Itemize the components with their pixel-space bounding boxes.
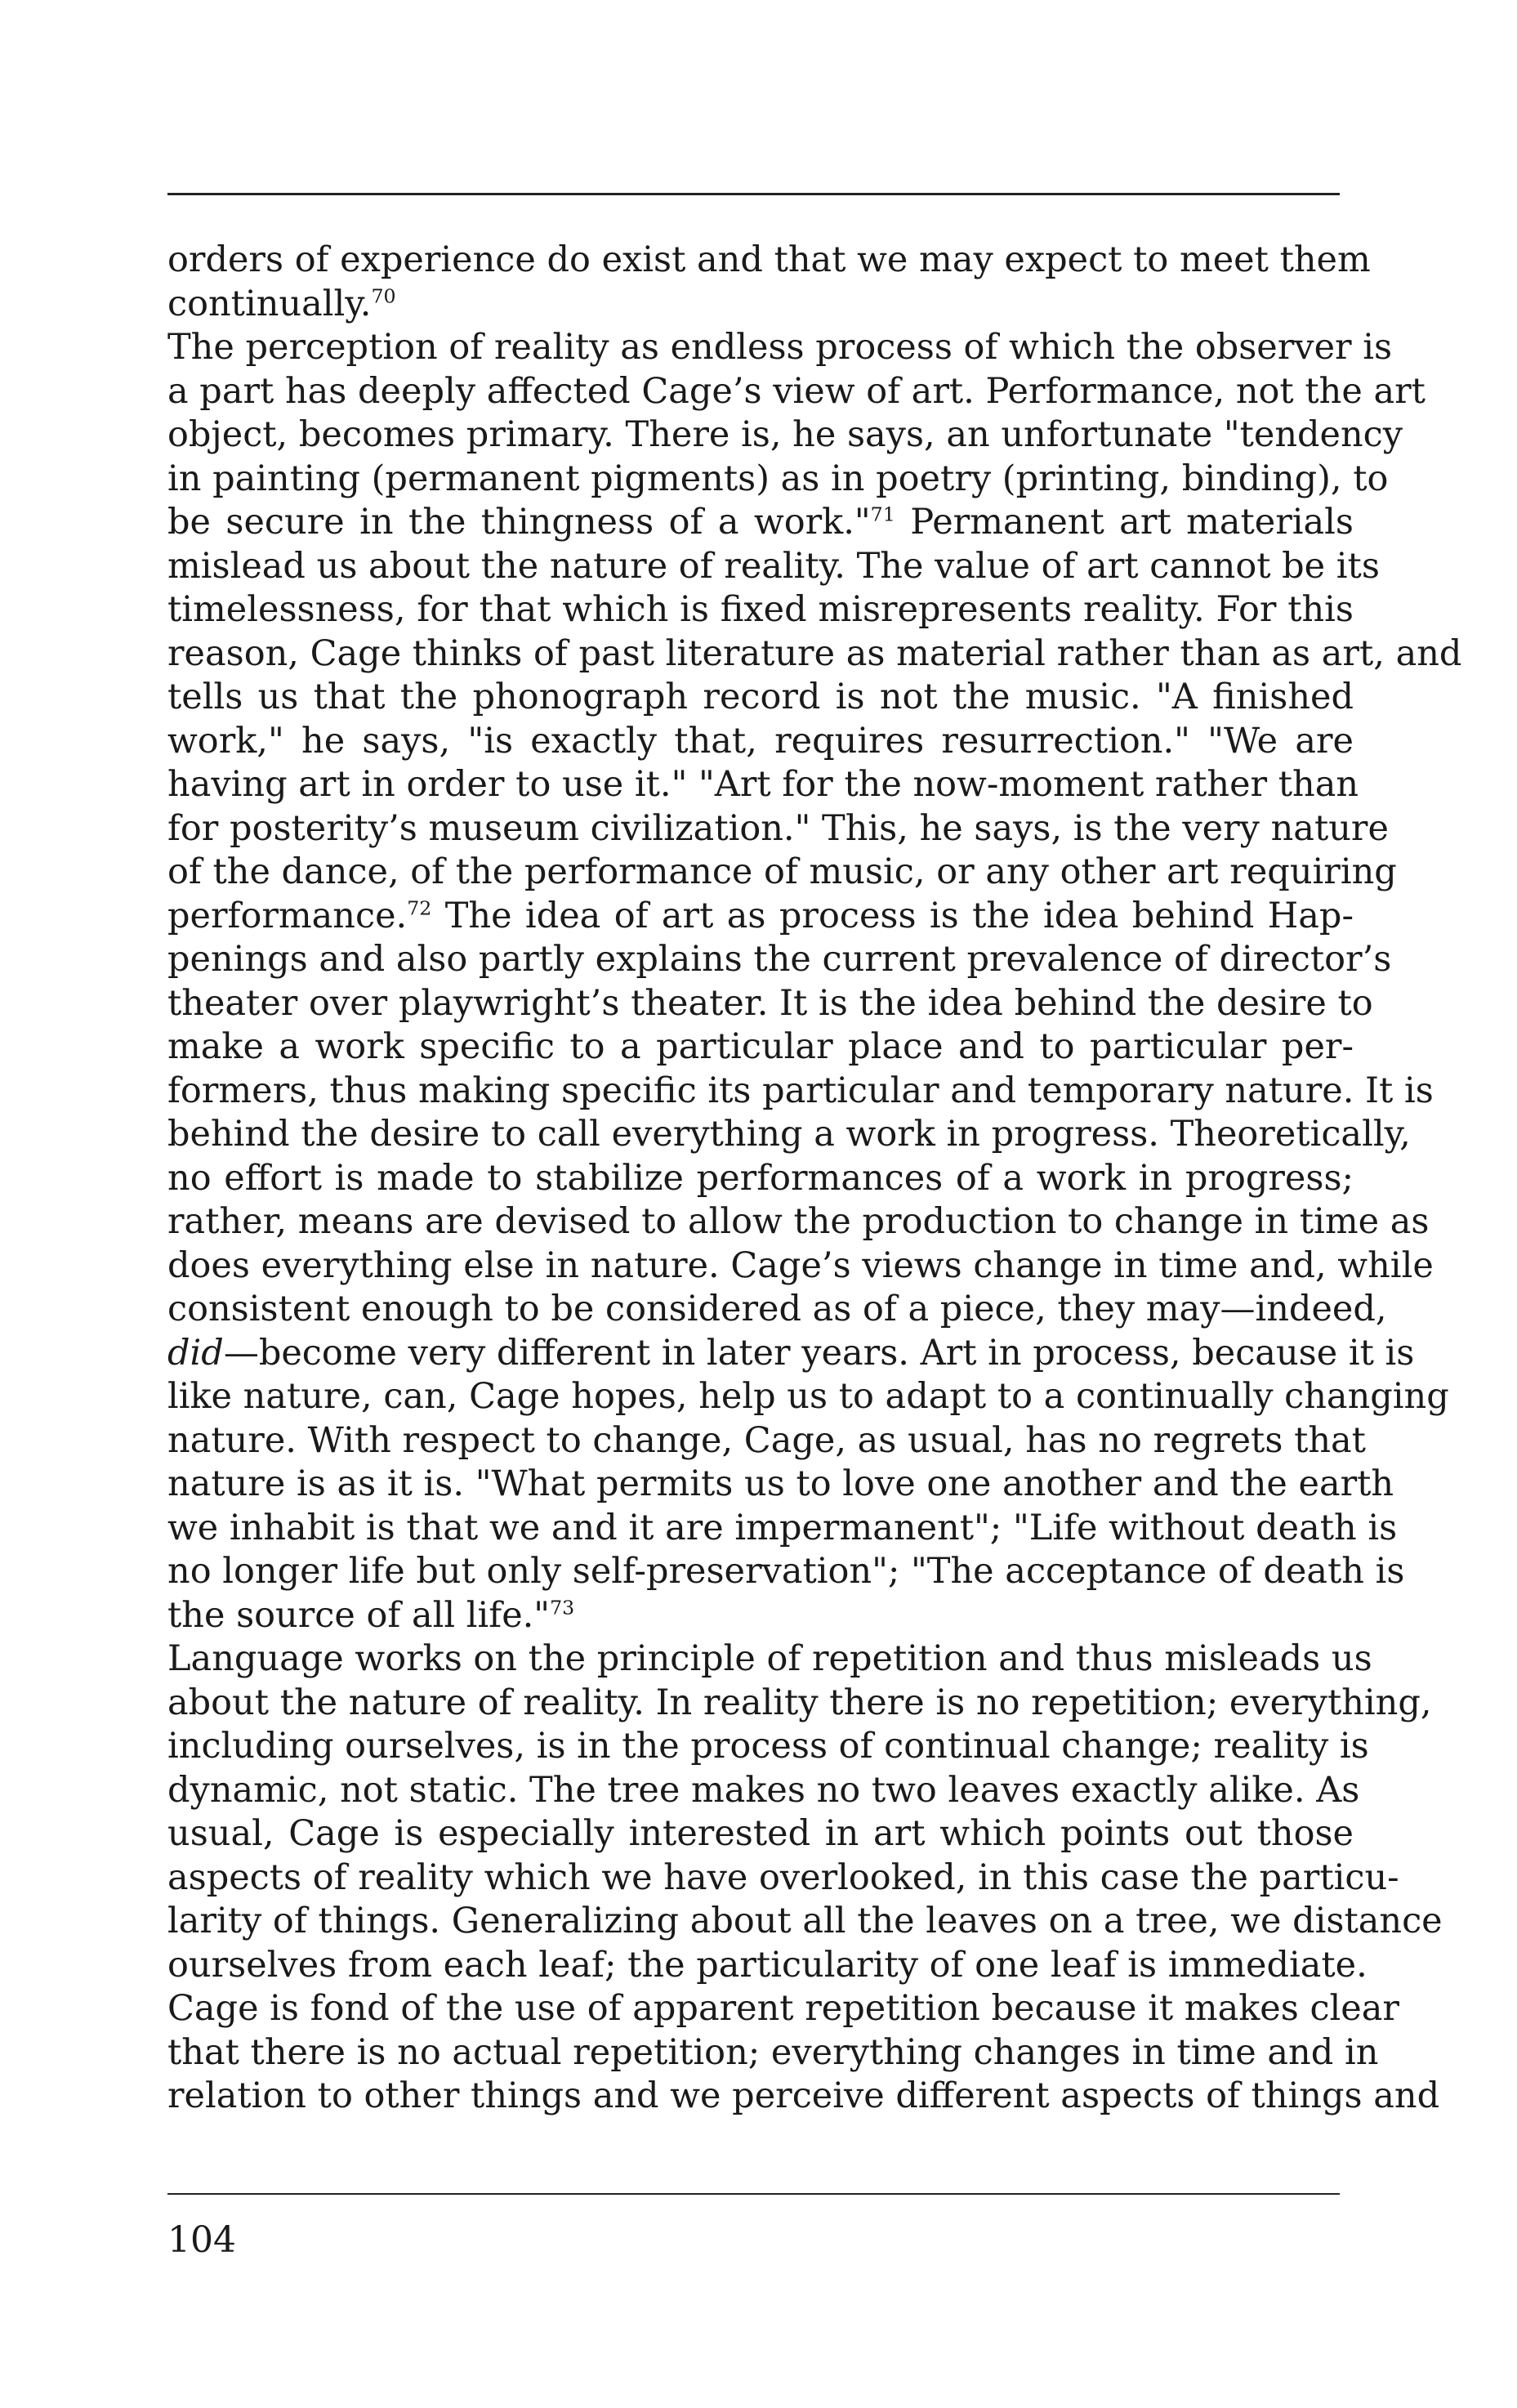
text-line: theater over playwright’s theater. It is the idea behind the desire to bbox=[167, 982, 1373, 1024]
text-line: Cage is fond of the use of apparent repetition because it makes clear bbox=[167, 1988, 1399, 2029]
footnote-ref: 73 bbox=[550, 1596, 575, 1619]
text-line: ourselves from each leaf; the particularity of one leaf is immediate. bbox=[167, 1944, 1368, 1986]
text-line: no longer life but only self-preservation"; "The acceptance of death is bbox=[167, 1551, 1405, 1592]
text-line: larity of things. Generalizing about all the leaves on a tree, we distance bbox=[167, 1901, 1443, 1941]
top-rule bbox=[167, 193, 1340, 195]
text-line: nature. With respect to change, Cage, as usual, has no regrets that bbox=[167, 1419, 1366, 1461]
text-line: that there is no actual repetition; everything changes in time and in bbox=[167, 2031, 1379, 2073]
text-line: nature is as it is. "What permits us to love one another and the earth bbox=[167, 1463, 1394, 1504]
text-line: be secure in the thingness of a work."$^{71}$ Permanent art materials bbox=[167, 502, 1354, 543]
footnote-ref: 70 bbox=[371, 284, 396, 308]
text-line: tells us that the phonograph record is not the music. "A finished bbox=[167, 677, 1354, 717]
text-line: about the nature of reality. In reality there is no repetition; everything, bbox=[167, 1682, 1432, 1723]
text-line: formers, thus making specific its particular and temporary nature. It is bbox=[167, 1070, 1434, 1111]
text-line: The perception of reality as endless process of which the observer is bbox=[167, 327, 1393, 368]
bottom-rule bbox=[167, 2193, 1340, 2195]
text-line: no effort is made to stabilize performances of a work in progress; bbox=[167, 1157, 1354, 1199]
text-line: behind the desire to call everything a work in progress. Theoretically, bbox=[167, 1114, 1411, 1155]
text-line: relation to other things and we perceive different aspects of things and bbox=[167, 2075, 1440, 2116]
text-line: for posterity’s museum civilization." This, he says, is the very nature bbox=[167, 807, 1389, 849]
footnote-ref: 71 bbox=[870, 503, 895, 526]
text-line: like nature, can, Cage hopes, help us to adapt to a continually changing bbox=[167, 1376, 1449, 1417]
text-line: rather, means are devised to allow the production to change in time as bbox=[167, 1201, 1430, 1242]
text-line: continually.$^{70}$ bbox=[167, 283, 396, 324]
text-line: did—become very different in later years. Art in process, because it is bbox=[167, 1332, 1415, 1374]
text-line: usual, Cage is especially interested in art which points out those bbox=[167, 1813, 1354, 1854]
text-line: consistent enough to be considered as of a piece, they may—indeed, bbox=[167, 1289, 1387, 1329]
text-line: the source of all life."$^{73}$ bbox=[167, 1594, 575, 1636]
text-line: penings and also partly explains the current prevalence of director’s bbox=[167, 939, 1392, 980]
text-line: make a work specific to a particular place and to particular per- bbox=[167, 1026, 1354, 1067]
text-line: Language works on the principle of repetition and thus misleads us bbox=[167, 1638, 1372, 1679]
text-line: including ourselves, is in the process of continual change; reality is bbox=[167, 1726, 1369, 1767]
text-line: timelessness, for that which is fixed misrepresents reality. For this bbox=[167, 589, 1354, 630]
text-line: dynamic, not static. The tree makes no two leaves exactly alike. As bbox=[167, 1769, 1360, 1811]
text-line: a part has deeply affected Cage’s view of art. Performance, not the art bbox=[167, 370, 1426, 412]
text-line: aspects of reality which we have overlooked, in this case the particu- bbox=[167, 1856, 1399, 1898]
text-line: reason, Cage thinks of past literature as material rather than as art, and bbox=[167, 632, 1462, 674]
italic-word: did bbox=[167, 1332, 224, 1374]
text-line: does everything else in nature. Cage’s views change in time and, while bbox=[167, 1244, 1434, 1286]
body-text bbox=[167, 239, 1462, 2119]
text-line: performance.$^{72}$ The idea of art as process is the idea behind Hap- bbox=[167, 895, 1354, 936]
text-line: mislead us about the nature of reality. The value of art cannot be its bbox=[167, 545, 1380, 587]
page-number: 104 bbox=[167, 2219, 236, 2261]
text-line: orders of experience do exist and that we may expect to meet them bbox=[167, 239, 1371, 280]
text-line: of the dance, of the performance of music, or any other art requiring bbox=[167, 851, 1397, 892]
text-line: object, becomes primary. There is, he says, an unfortunate "tendency bbox=[167, 414, 1403, 455]
footnote-ref: 72 bbox=[407, 896, 432, 920]
text-line: we inhabit is that we and it are impermanent"; "Life without death is bbox=[167, 1507, 1398, 1548]
text-line: having art in order to use it." "Art for the now-moment rather than bbox=[167, 764, 1359, 805]
text-line: work," he says, "is exactly that, requires resurrection." "We are bbox=[167, 720, 1354, 762]
text-line: in painting (permanent pigments) as in poetry (printing, binding), to bbox=[167, 458, 1389, 499]
